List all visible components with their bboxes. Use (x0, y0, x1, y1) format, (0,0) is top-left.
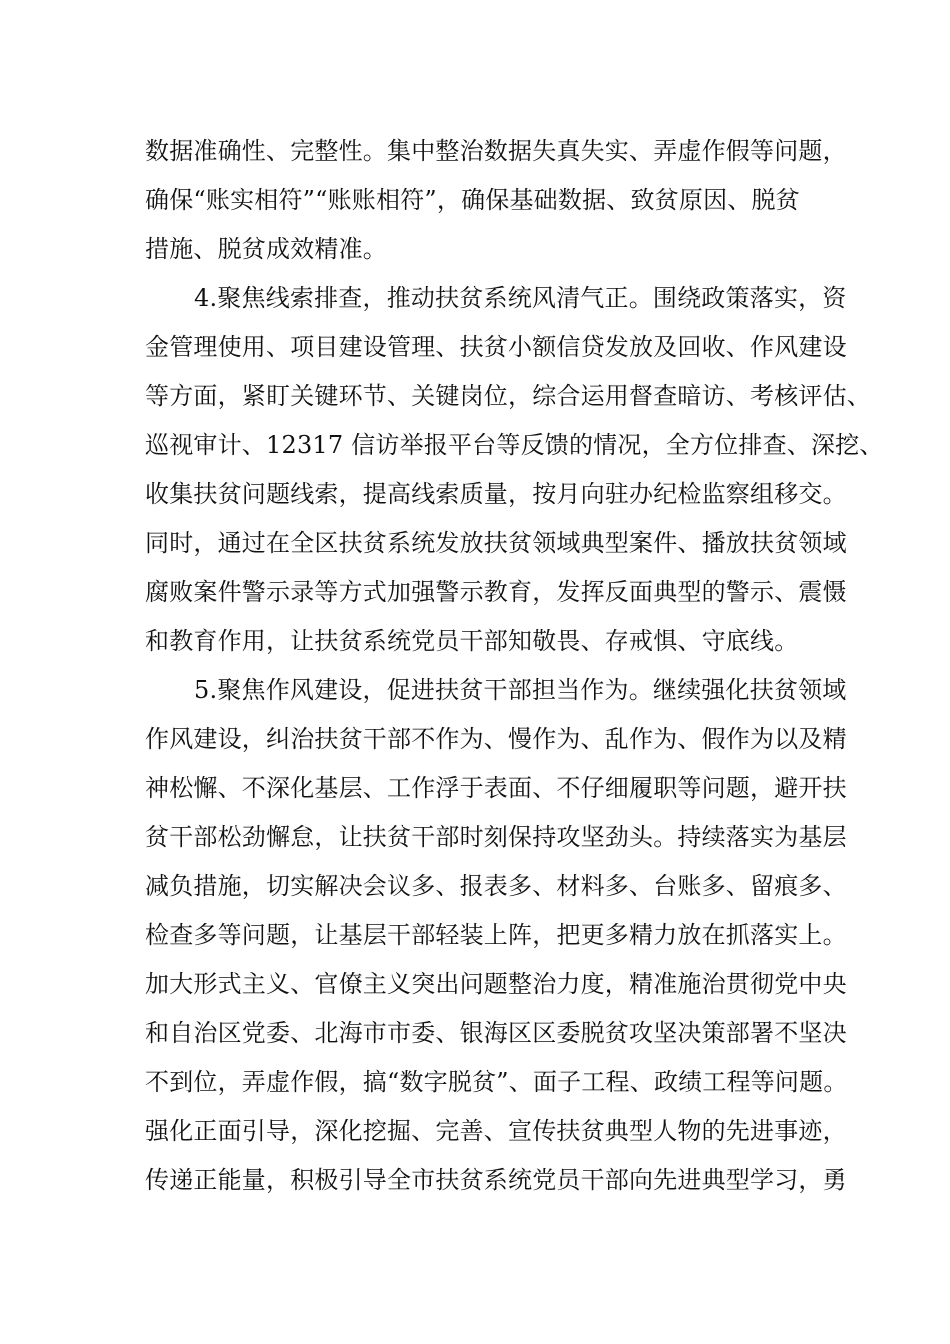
text-line: 和自治区党委、北海市市委、银海区区委脱贫攻坚决策部署不坚决 (145, 1019, 847, 1047)
text-line: 巡视审计、12317 信访举报平台等反馈的情况，全方位排查、深挖、 (145, 431, 884, 459)
text-line: 和教育作用，让扶贫系统党员干部知敬畏、存戒惧、守底线。 (145, 627, 799, 655)
paragraph-heading-line: 4.聚焦线索排查，推动扶贫系统风清气正。围绕政策落实，资 (194, 284, 847, 312)
text-line: 作风建设，纠治扶贫干部不作为、慢作为、乱作为、假作为以及精 (145, 725, 847, 753)
text-line: 等方面，紧盯关键环节、关键岗位，综合运用督查暗访、考核评估、 (145, 382, 871, 410)
text-line: 收集扶贫问题线索，提高线索质量，按月向驻办纪检监察组移交。 (145, 480, 847, 508)
text-line: 加大形式主义、官僚主义突出问题整治力度，精准施治贯彻党中央 (145, 970, 847, 998)
text-line: 神松懈、不深化基层、工作浮于表面、不仔细履职等问题，避开扶 (145, 774, 847, 802)
text-line: 确保“账实相符”“账账相符”，确保基础数据、致贫原因、脱贫 (145, 186, 800, 214)
text-line: 传递正能量，积极引导全市扶贫系统党员干部向先进典型学习，勇 (145, 1166, 847, 1194)
text-line: 同时，通过在全区扶贫系统发放扶贫领域典型案件、播放扶贫领域 (145, 529, 847, 557)
text-line: 数据准确性、完整性。集中整治数据失真失实、弄虚作假等问题， (145, 137, 847, 165)
text-line: 强化正面引导，深化挖掘、完善、宣传扶贫典型人物的先进事迹， (145, 1117, 847, 1145)
text-line: 措施、脱贫成效精准。 (145, 235, 387, 263)
document-body (145, 132, 884, 1210)
text-line: 金管理使用、项目建设管理、扶贫小额信贷发放及回收、作风建设 (145, 333, 847, 361)
text-line: 减负措施，切实解决会议多、报表多、材料多、台账多、留痕多、 (145, 872, 847, 900)
text-line: 不到位，弄虚作假，搞“数字脱贫”、面子工程、政绩工程等问题。 (145, 1068, 848, 1096)
paragraph-heading-line: 5.聚焦作风建设，促进扶贫干部担当作为。继续强化扶贫领域 (194, 676, 847, 704)
text-line: 检查多等问题，让基层干部轻装上阵，把更多精力放在抓落实上。 (145, 921, 847, 949)
text-line: 贫干部松劲懈怠，让扶贫干部时刻保持攻坚劲头。持续落实为基层 (145, 823, 847, 851)
text-line: 腐败案件警示录等方式加强警示教育，发挥反面典型的警示、震慑 (145, 578, 847, 606)
